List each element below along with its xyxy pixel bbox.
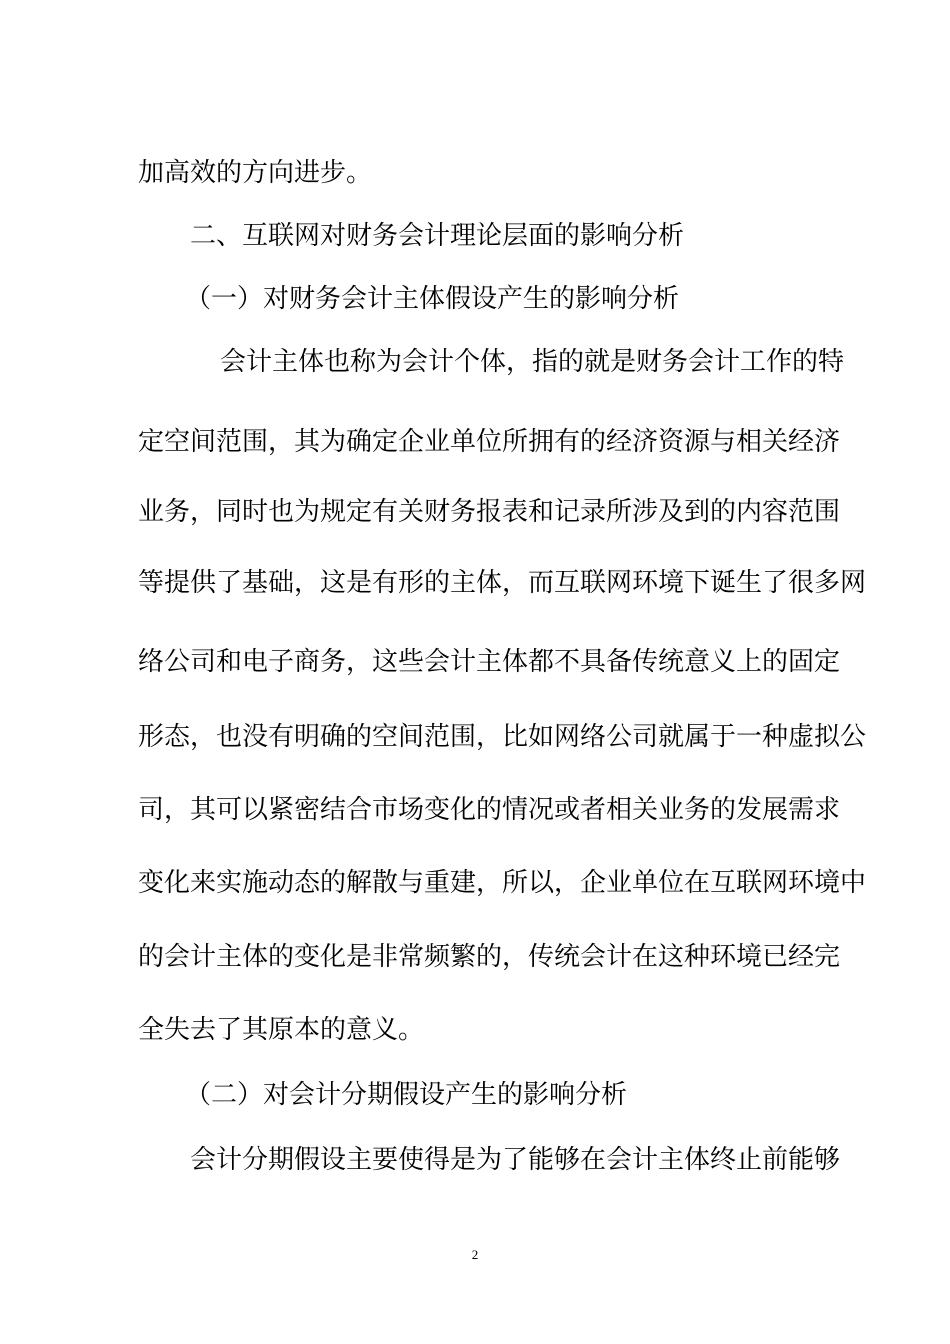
paragraph-1-line-1: 会计主体也称为会计个体，指的就是财务会计工作的特 [220, 347, 845, 377]
subsection-heading-2: （二）对会计分期假设产生的影响分析 [185, 1080, 628, 1110]
paragraph-2-line-1: 会计分期假设主要使得是为了能够在会计主体终止前能够 [190, 1145, 841, 1175]
paragraph-1-line-10: 全失去了其原本的意义。 [138, 1015, 425, 1045]
paragraph-1-line-6: 形态，也没有明确的空间范围，比如网络公司就属于一种虚拟公 [138, 722, 867, 752]
paragraph-1-line-7: 司，其可以紧密结合市场变化的情况或者相关业务的发展需求 [138, 795, 841, 825]
subsection-heading-1: （一）对财务会计主体假设产生的影响分析 [185, 284, 680, 314]
paragraph-1-line-3: 业务，同时也为规定有关财务报表和记录所涉及到的内容范围 [138, 497, 841, 527]
paragraph-1-line-2: 定空间范围，其为确定企业单位所拥有的经济资源与相关经济 [138, 427, 841, 457]
paragraph-1-line-4: 等提供了基础，这是有形的主体，而互联网环境下诞生了很多网 [138, 568, 867, 598]
paragraph-continuation-line: 加高效的方向进步。 [138, 158, 373, 188]
paragraph-1-line-5: 络公司和电子商务，这些会计主体都不具备传统意义上的固定 [138, 647, 841, 677]
section-heading: 二、互联网对财务会计理论层面的影响分析 [190, 221, 685, 251]
paragraph-1-line-8: 变化来实施动态的解散与重建，所以，企业单位在互联网环境中 [138, 868, 867, 898]
page-number: 2 [471, 1247, 479, 1262]
paragraph-1-line-9: 的会计主体的变化是非常频繁的，传统会计在这种环境已经完 [138, 942, 841, 972]
